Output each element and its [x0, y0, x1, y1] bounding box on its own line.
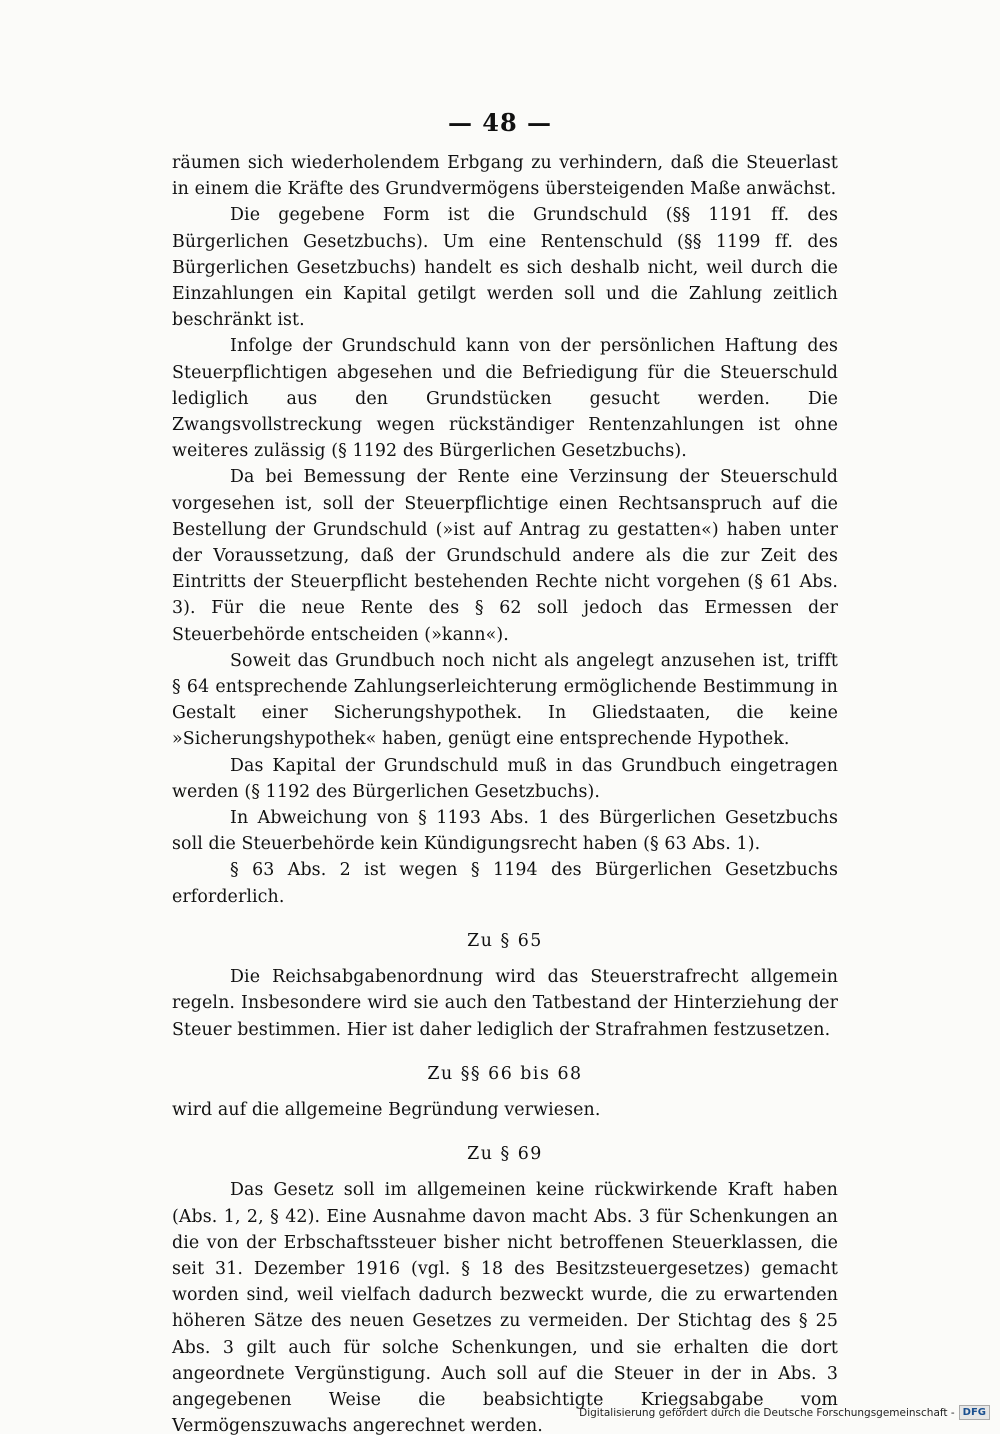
paragraph-tax-code: Die Reichsabgabenordnung wird das Steuerstrafrecht allgemein regeln. Insbesondere wird sie auch den Tatbestand der Hinterziehung der Steuer bestimmen. Hier ist daher lediglich der Strafrahmen festzusetzen.: [172, 967, 838, 1040]
footer-credit: [579, 1405, 990, 1420]
section-heading: Zu §§ 66 bis 68: [427, 1063, 583, 1084]
dfg-logo-icon: DFG: [959, 1405, 990, 1420]
body-text: [172, 150, 838, 1439]
paragraph-deviation: In Abweichung von § 1193 Abs. 1 des Bürgerlichen Gesetzbuchs soll die Steuerbehörde kein Kündigungsrecht haben (§ 63 Abs. 1).: [172, 808, 838, 855]
footer-text: Digitalisierung gefördert durch die Deutsche Forschungsgemeinschaft -: [579, 1406, 955, 1419]
paragraph-continuation: räumen sich wiederholendem Erbgang zu verhindern, daß die Steuerlast in einem die Kräfte des Grundvermögens übersteigenden Maße anwächst.: [172, 153, 838, 200]
paragraph-reference: wird auf die allgemeine Begründung verwiesen.: [172, 1099, 601, 1120]
section-heading: Zu § 65: [467, 930, 543, 951]
paragraph-rent: Da bei Bemessung der Rente eine Verzinsung der Steuerschuld vorgesehen ist, soll der Steuerpflichtige einen Rechtsanspruch auf die Bestellung der Grundschuld (»ist auf Antrag zu gestatten«) haben unter der Voraussetzung, daß der Grundschuld andere als die zur Zeit des Eintritts der Steuerpflicht bestehenden Rechte nicht vorgehen (§ 61 Abs. 3). Für die neue Rente des § 62 soll jedoch das Ermessen der Steuerbehörde entscheiden (»kann«).: [172, 467, 838, 645]
paragraph-section-63: § 63 Abs. 2 ist wegen § 1194 des Bürgerlichen Gesetzbuchs erforderlich.: [172, 860, 838, 907]
section-heading: Zu § 69: [467, 1144, 543, 1165]
paragraph-capital: Das Kapital der Grundschuld muß in das Grundbuch eingetragen werden (§ 1192 des Bürgerlichen Gesetzbuchs).: [172, 755, 838, 802]
paragraph-retroactive: Das Gesetz soll im allgemeinen keine rückwirkende Kraft haben (Abs. 1, 2, § 42). Eine Ausnahme davon macht Abs. 3 für Schenkungen an die von der Erbschaftssteuer bisher nicht betroffenen Steuerklassen, die seit 31. Dezember 1916 (vgl. § 18 des Besitzsteuergesetzes) gemacht worden sind, weil vielfach dadurch bezweckt wurde, die zu erwartenden höheren Sätze des neuen Gesetzes zu vermeiden. Der Stichtag des § 25 Abs. 3 gilt auch für solche Schenkungen, und sie erhalten die dort angeordnete Vergünstigung. Auch soll auf die Steuer in der in Abs. 3 angegebenen Weise die beabsichtigte Kriegsabgabe vom Vermögenszuwachs angerechnet werden.: [172, 1180, 838, 1437]
page-number: — 48 —: [447, 108, 553, 137]
paragraph-liability: Infolge der Grundschuld kann von der persönlichen Haftung des Steuerpflichtigen abgesehen und die Befriedigung für die Steuerschuld lediglich aus den Grundstücken gesucht werden. Die Zwangsvollstreckung wegen rückständiger Rentenzahlungen ist ohne weiteres zulässig (§ 1192 des Bürgerlichen Gesetzbuchs).: [172, 336, 838, 462]
paragraph-form: Die gegebene Form ist die Grundschuld (§§ 1191 ff. des Bürgerlichen Gesetzbuchs). Um eine Rentenschuld (§§ 1199 ff. des Bürgerlichen Gesetzbuchs) handelt es sich deshalb nicht, weil durch die Einzahlungen ein Kapital getilgt werden soll und die Zahlung zeitlich beschränkt ist.: [172, 205, 838, 331]
paragraph-land-register: Soweit das Grundbuch noch nicht als angelegt anzusehen ist, trifft § 64 entsprechende Zahlungserleichterung ermöglichende Bestimmung in Gestalt einer Sicherungshypothek. In Gliedstaaten, die keine »Sicherungshypothek« haben, genügt eine entsprechende Hypothek.: [172, 650, 838, 750]
